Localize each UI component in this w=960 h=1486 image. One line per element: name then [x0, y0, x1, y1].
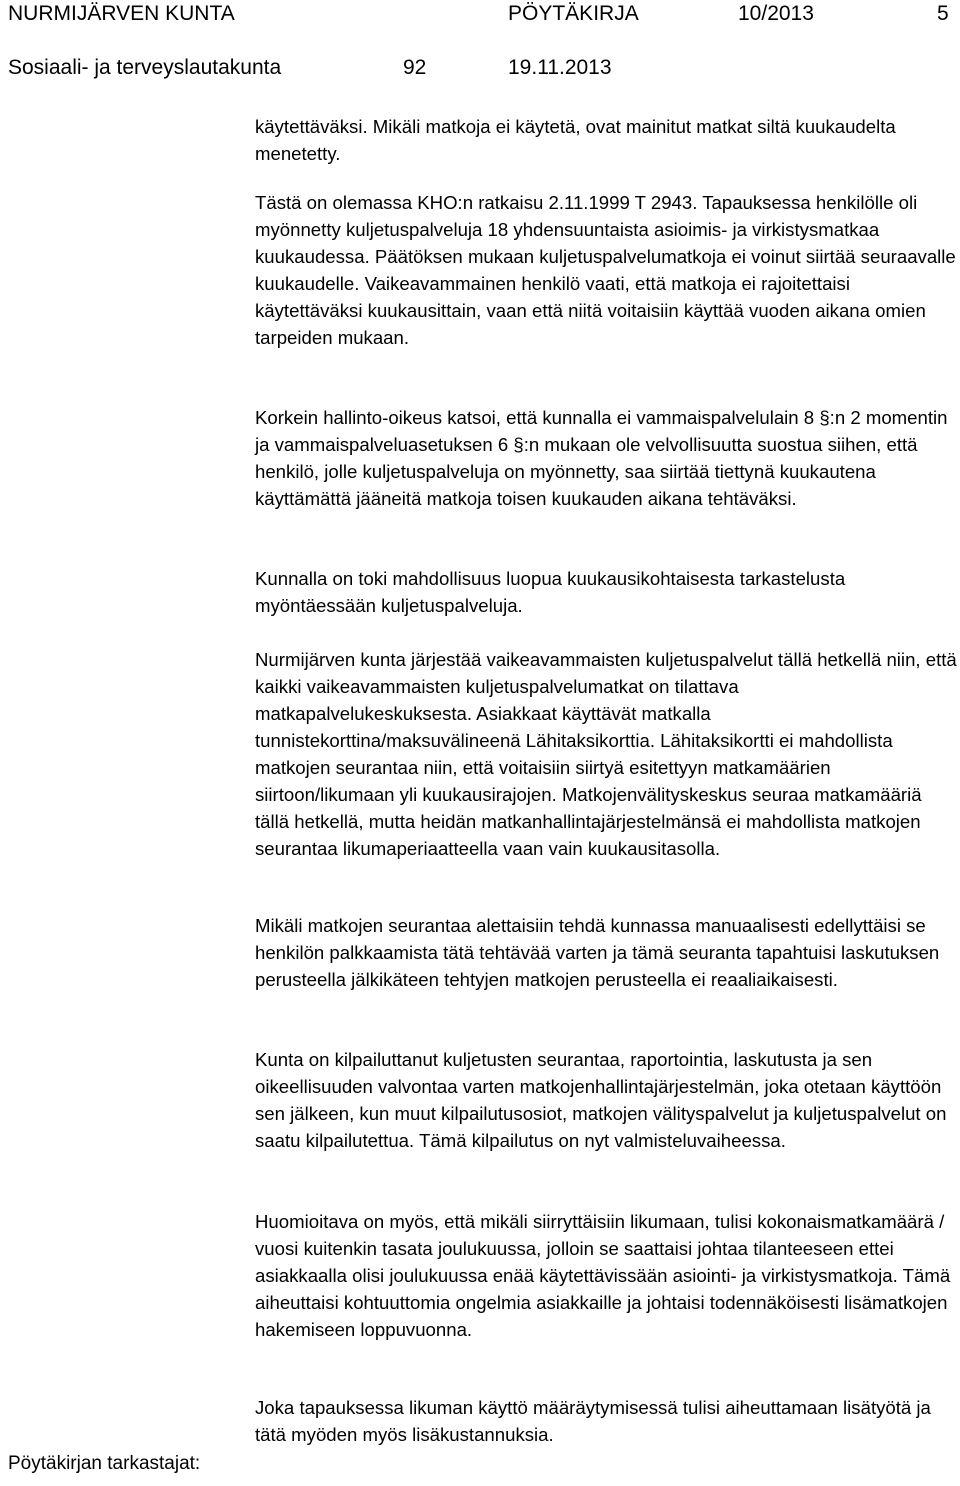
committee-name: Sosiaali- ja terveyslautakunta: [8, 56, 282, 79]
paragraph: Joka tapauksessa likuman käyttö määräytymisessä tulisi aiheuttamaan lisätyötä ja tätä myöden myös lisäkustannuksia.: [255, 1397, 931, 1445]
paragraph: käytettäväksi. Mikäli matkoja ei käytetä, ovat mainitut matkat siltä kuukaudelta menetetty.: [255, 116, 896, 164]
paragraph: Kunnalla on toki mahdollisuus luopua kuukausikohtaisesta tarkastelusta myöntäessään kuljetuspalveluja.: [255, 568, 846, 616]
reviewers-label: Pöytäkirjan tarkastajat:: [8, 1453, 201, 1474]
page-number: 5: [937, 2, 949, 25]
paragraph: Nurmijärven kunta järjestää vaikeavammaisten kuljetuspalvelut tällä hetkellä niin, että kaikki vaikeavammaisten kuljetuspalvelumatkat on tilattava matkapalvelukeskuksesta. Asiakkaat käyttävät matkalla tunnistekorttina/maksuvälineenä Lähitaksikorttia. Lähitaksikortti ei mahdollista matkojen seurantaa niin, että voitaisiin siirtyä esitettyyn matkamäärien siirtoon/likumaan yli kuukausirajojen. Matkojenvälityskeskus seuraa matkamääriä tällä hetkellä, mutta heidän matkanhallintajärjestelmänsä ei mahdollista matkojen seurantaa likumaperiaatteella vaan vain kuukausitasolla.: [255, 649, 957, 859]
document-type: PÖYTÄKIRJA: [508, 2, 639, 25]
organization-name: NURMIJÄRVEN KUNTA: [8, 2, 235, 25]
paragraph: Kunta on kilpailuttanut kuljetusten seurantaa, raportointia, laskutusta ja sen oikeellisuuden valvontaa varten matkojenhallintajärjestelmän, joka otetaan käyttöön sen jälkeen, kun muut kilpailutusosiot, matkojen välityspalvelut ja kuljetuspalvelut on saatu kilpailutettua. Tämä kilpailutus on nyt valmisteluvaiheessa.: [255, 1049, 947, 1151]
paragraph: Mikäli matkojen seurantaa alettaisiin tehdä kunnassa manuaalisesti edellyttäisi se henkilön palkkaamista tätä tehtävää varten ja tämä seuranta tapahtuisi laskutuksen perusteella jälkikäteen tehtyjen matkojen perusteella ei reaaliaikaisesti.: [255, 915, 940, 990]
paragraph: Tästä on olemassa KHO:n ratkaisu 2.11.1999 T 2943. Tapauksessa henkilölle oli myönnetty kuljetuspalveluja 18 yhdensuuntaista asioimis- ja virkistysmatkaa kuukaudessa. Päätöksen mukaan kuljetuspalvelumatkoja ei voinut siirtää seuraavalle kuukaudelle. Vaikeavammainen henkilö vaati, että matkoja ei rajoitettaisi käytettäväksi kuukausittain, vaan että niitä voitaisiin käyttää vuoden aikana omien tarpeiden mukaan.: [255, 192, 956, 348]
section-number: 92: [403, 56, 427, 79]
paragraph: Huomioitava on myös, että mikäli siirryttäisiin likumaan, tulisi kokonaismatkamäärä / vuosi kuitenkin tasata joulukuussa, jolloin se saattaisi johtaa tilanteeseen ettei asiakkaalla olisi joulukuussa enää käytettävissään asiointi- ja virkistysmatkoja. Tämä aiheuttaisi kohtuuttomia ongelmia asiakkaille ja johtaisi todennäköisesti lisämatkojen hakemiseen loppuvuonna.: [255, 1211, 951, 1340]
meeting-date: 19.11.2013: [508, 56, 612, 79]
document-number: 10/2013: [738, 2, 814, 25]
paragraph: Korkein hallinto-oikeus katsoi, että kunnalla ei vammaispalvelulain 8 §:n 2 momentin ja vammaispalveluasetuksen 6 §:n mukaan ole velvollisuutta suostua siihen, että henkilö, jolle kuljetuspalveluja on myönnetty, saa siirtää tiettynä kuukautena käyttämättä jääneitä matkoja toisen kuukauden aikana tehtäväksi.: [255, 407, 948, 509]
